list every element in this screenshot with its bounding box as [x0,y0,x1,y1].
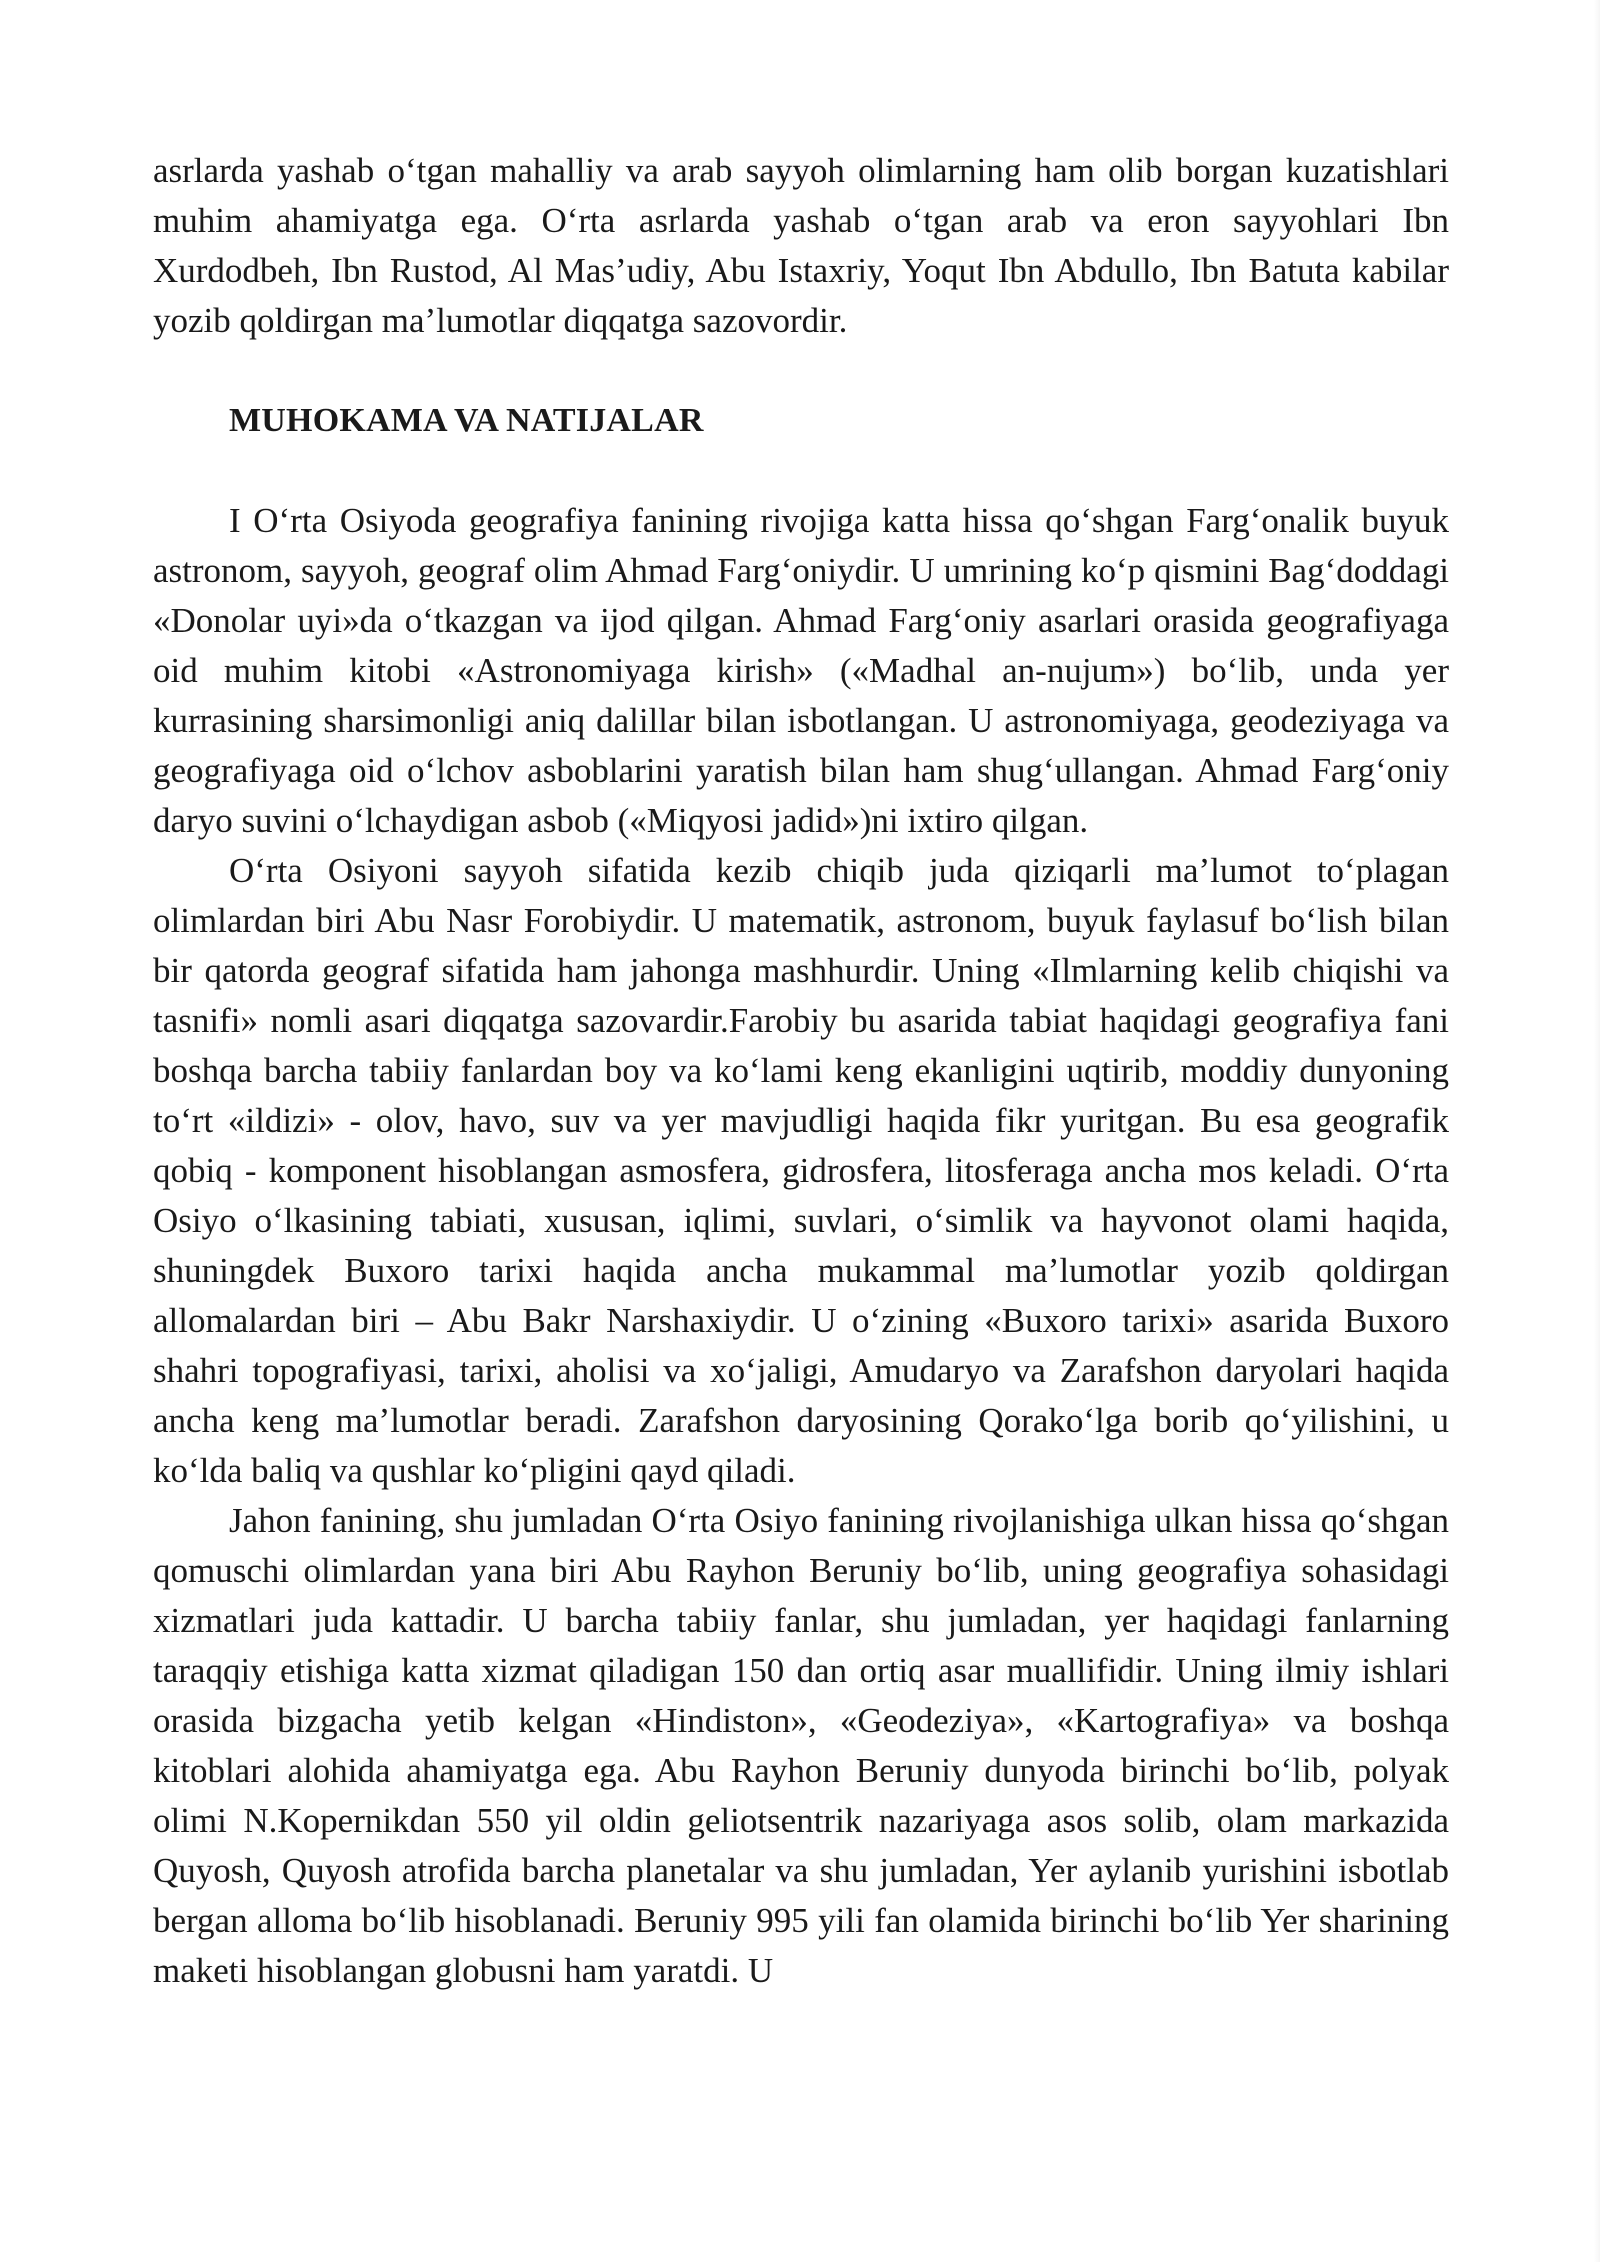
paragraph-fargoniy: I O‘rta Osiyoda geografiya fanining rivojiga katta hissa qo‘shgan Farg‘onalik buyuk astronom, sayyoh, geograf olim Ahmad Farg‘oniydir. U umrining ko‘p qismini Bag‘doddagi «Donolar uyi»da o‘tkazgan va ijod qilgan. Ahmad Farg‘oniy asarlari orasida geografiyaga oid muhim kitobi «Astronomiyaga kirish» («Madhal an-nujum») bo‘lib, unda yer kurrasining sharsimonligi aniq dalillar bilan isbotlangan. U astronomiyaga, geodeziyaga va geografiyaga oid o‘lchov asboblarini yaratish bilan ham shug‘ullangan. Ahmad Farg‘oniy daryo suvini o‘lchaydigan asbob («Miqyosi jadid»)ni ixtiro qilgan. [153,501,1449,840]
section-heading: MUHOKAMA VA NATIJALAR [229,402,704,439]
opening-paragraph: asrlarda yashab o‘tgan mahalliy va arab sayyoh olimlarning ham olib borgan kuzatishlari muhim ahamiyatga ega. O‘rta asrlarda yashab o‘tgan arab va eron sayyohlari Ibn Xurdodbeh, Ibn Rustod, Al Mas’udiy, Abu Istaxriy, Yoqut Ibn Abdullo, Ibn Batuta kabilar yozib qoldirgan ma’lumotlar diqqatga sazovordir. [153,151,1449,340]
text-column [153,146,1449,1996]
paragraph-forobiy-narshaxiy: O‘rta Osiyoni sayyoh sifatida kezib chiqib juda qiziqarli ma’lumot to‘plagan olimlardan biri Abu Nasr Forobiydir. U matematik, astronom, buyuk faylasuf bo‘lish bilan bir qatorda geograf sifatida ham jahonga mashhurdir. Uning «Ilmlarning kelib chiqishi va tasnifi» nomli asari diqqatga sazovardir.Farobiy bu asarida tabiat haqidagi geografiya fani boshqa barcha tabiiy fanlardan boy va ko‘lami keng ekanligini uqtirib, moddiy dunyoning to‘rt «ildizi» - olov, havo, suv va yer mavjudligi haqida fikr yuritgan. Bu esa geografik qobiq - komponent hisoblangan asmosfera, gidrosfera, litosferaga ancha mos keladi. O‘rta Osiyo o‘lkasining tabiati, xususan, iqlimi, suvlari, o‘simlik va hayvonot olami haqida, shuningdek Buxoro tarixi haqida ancha mukammal ma’lumotlar yozib qoldirgan allomalardan biri – Abu Bakr Narshaxiydir. U o‘zining «Buxoro tarixi» asarida Buxoro shahri topografiyasi, tarixi, aholisi va xo‘jaligi, Amudaryo va Zarafshon daryolari haqida ancha keng ma’lumotlar beradi. Zarafshon daryosining Qorako‘lga borib qo‘yilishini, u ko‘lda baliq va qushlar ko‘pligini qayd qiladi. [153,851,1449,1490]
paragraph-beruniy: Jahon fanining, shu jumladan O‘rta Osiyo fanining rivojlanishiga ulkan hissa qo‘shgan qomuschi olimlardan yana biri Abu Rayhon Beruniy bo‘lib, uning geografiya sohasidagi xizmatlari juda kattadir. U barcha tabiiy fanlar, shu jumladan, yer haqidagi fanlarning taraqqiy etishiga katta xizmat qiladigan 150 dan ortiq asar muallifidir. Uning ilmiy ishlari orasida bizgacha yetib kelgan «Hindiston», «Geodeziya», «Kartografiya» va boshqa kitoblari alohida ahamiyatga ega. Abu Rayhon Beruniy dunyoda birinchi bo‘lib, polyak olimi N.Kopernikdan 550 yil oldin geliotsentrik nazariyaga asos solib, olam markazida Quyosh, Quyosh atrofida barcha planetalar va shu jumladan, Yer aylanib yurishini isbotlab bergan alloma bo‘lib hisoblanadi. Beruniy 995 yili fan olamida birinchi bo‘lib Yer sharining maketi hisoblangan globusni ham yaratdi. U [153,1501,1449,1990]
page-edge-shadow [1594,0,1600,2262]
